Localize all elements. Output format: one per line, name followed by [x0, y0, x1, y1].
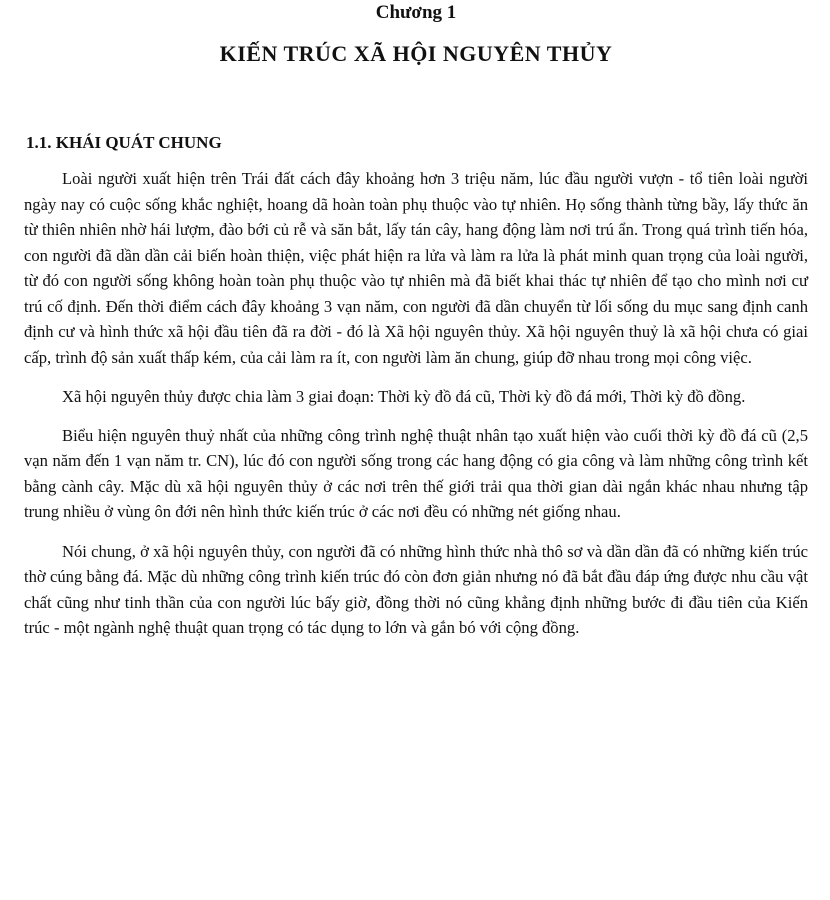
paragraph-periods: Xã hội nguyên thủy được chia làm 3 giai đoạn: Thời kỳ đồ đá cũ, Thời kỳ đồ đá mới, Thời kỳ đồ đồng. — [62, 387, 746, 406]
chapter-title: KIẾN TRÚC XÃ HỘI NGUYÊN THỦY — [219, 41, 613, 66]
paragraph-conclusion: Nói chung, ở xã hội nguyên thủy, con người đã có những hình thức nhà thô sơ và dần dần đã có những kiến trúc thờ cúng bằng đá. Mặc dù những công trình kiến trúc đó còn đơn giản nhưng nó đã bắt đầu đáp ứng được nhu cầu vật chất cũng như tinh thần của con người lúc bấy giờ, đồng thời nó cũng khẳng định những bước đi đầu tiên của Kiến trúc - một ngành nghệ thuật quan trọng có tác dụng to lớn và gắn bó với cộng đồng. — [24, 541, 808, 637]
chapter-label: Chương 1 — [375, 2, 457, 23]
section-heading: 1.1. KHÁI QUÁT CHUNG — [26, 133, 222, 152]
paragraph-earliest-works: Biểu hiện nguyên thuỷ nhất của những công trình nghệ thuật nhân tạo xuất hiện vào cuối thời kỳ đồ đá cũ (2,5 vạn năm đến 1 vạn năm tr. CN), lúc đó con người sống trong các hang động có gia công và làm những công trình kết bằng cành cây. Mặc dù xã hội nguyên thủy ở các nơi trên thế giới trải qua thời gian dài ngắn khác nhau nhưng tập trung nhiều ở vùng ôn đới nên hình thức kiến trúc ở các nơi đều có những nét giống nhau. — [24, 425, 808, 521]
paragraph-intro: Loài người xuất hiện trên Trái đất cách đây khoảng hơn 3 triệu năm, lúc đầu người vượn - tổ tiên loài người ngày nay có cuộc sống khắc nghiệt, hoang dã hoàn toàn phụ thuộc vào tự nhiên. Họ sống thành từng bầy, lấy thức ăn từ thiên nhiên nhờ hái lượm, đào bới củ rễ và săn bắt, lấy tán cây, hang động làm nơi trú ẩn. Trong quá trình tiến hóa, con người đã dần dần cải biến hoàn thiện, việc phát hiện ra lửa và làm ra lửa là phát minh quan trọng của loài người, từ đó con người sống không hoàn toàn phụ thuộc vào tự nhiên mà đã biết khai thác tự nhiên để tạo cho mình nơi cư trú cố định. Đến thời điểm cách đây khoảng 3 vạn năm, con người đã dần chuyển từ lối sống du mục sang định canh định cư và hình thức xã hội đầu tiên đã ra đời - đó là Xã hội nguyên thủy. Xã hội nguyên thuỷ là xã hội chưa có giai cấp, trình độ sản xuất thấp kém, của cải làm ra ít, con người làm ăn chung, giúp đỡ nhau trong mọi công việc. — [24, 169, 808, 367]
